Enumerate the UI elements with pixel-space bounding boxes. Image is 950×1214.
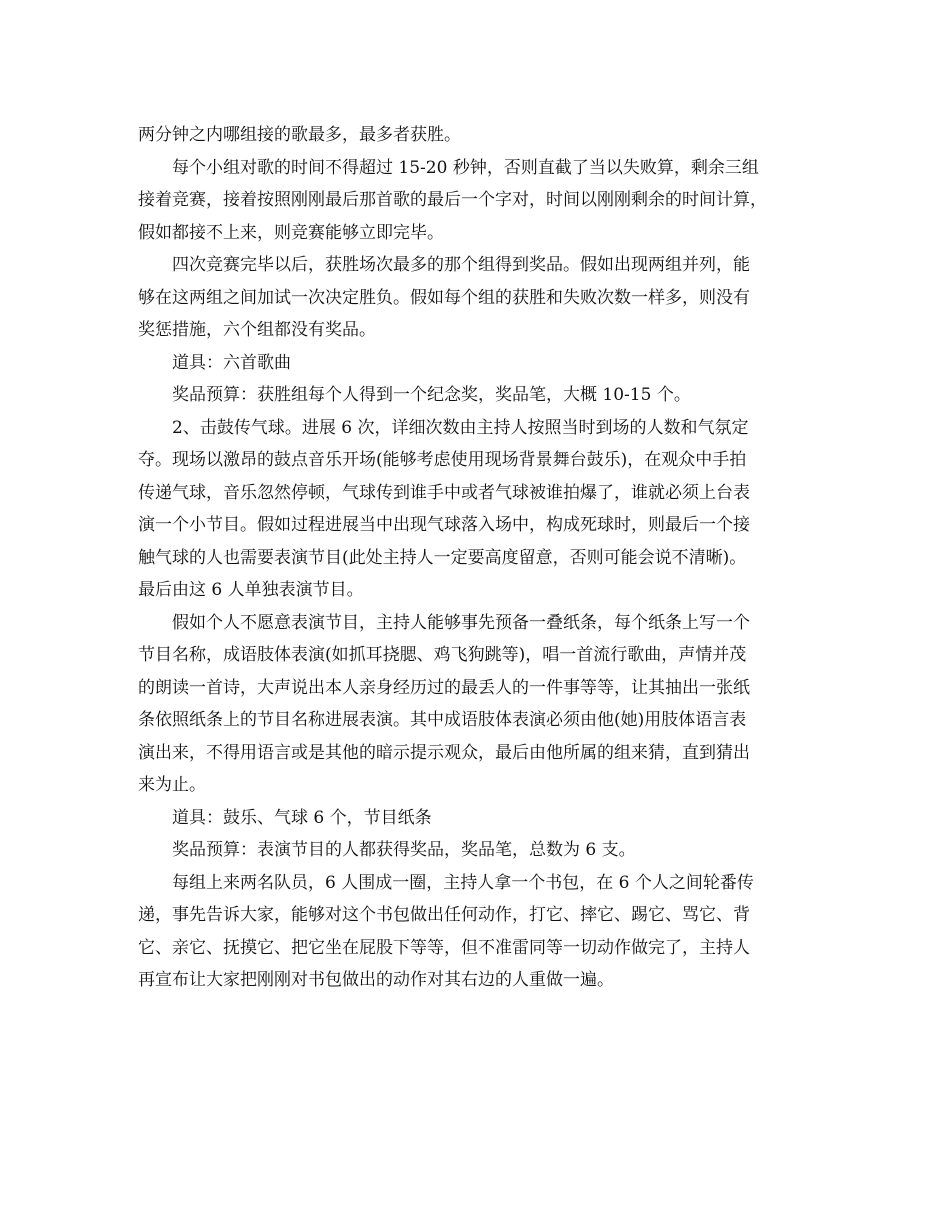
paragraph-drum-balloon: 2、击鼓传气球。进展 6 次，详细次数由主持人按照当时到场的人数和气氛定 夺。现场以激昂的鼓点音乐开场(能够考虑使用现场背景舞台鼓乐)，在观众中手拍 传递气球，音乐忽然停顿，气球传到谁手中或者气球被谁拍爆了，谁就必须上台表 演一个小节目。假如过程进展当中出现气球落入场中，构成死球时，则最后一个接 触气球的人也需要表演节目(此处主持人一定要高度留意，否则可能会说不清晰)。 最后由这 6 人单独表演节目。 (138, 417, 750, 600)
paragraph-props-drum: 道具：鼓乐、气球 6 个，节目纸条 (172, 807, 432, 828)
paragraph-song-winner: 两分钟之内哪组接的歌最多，最多者获胜。 (138, 125, 461, 145)
paragraph-prize-budget-2: 奖品预算：表演节目的人都获得奖品，奖品笔，总数为 6 支。 (172, 840, 636, 860)
paragraph-prize-rules: 四次竞赛完毕以后，获胜场次最多的那个组得到奖品。假如出现两组并列，能 够在这两组之间加试一次决定胜负。假如每个组的获胜和失败次数一样多，则没有 奖惩措施，六个组都没有奖品。 (138, 255, 750, 340)
paragraph-prize-budget-1: 奖品预算：获胜组每个人得到一个纪念奖，奖品笔，大概 10-15 个。 (172, 385, 691, 405)
paragraph-props-songs: 道具：六首歌曲 (172, 352, 291, 373)
paragraph-paper-slips: 假如个人不愿意表演节目，主持人能够事先预备一叠纸条，每个纸条上写一个 节目名称，成语肢体表演(如抓耳挠腮、鸡飞狗跳等)，唱一首流行歌曲，声情并茂 的朗读一首诗，大声说出本人亲身经历过的最丢人的一件事等等，让其抽出一张纸 条依照纸条上的节目名称进展表演。其中成语肢体表演必须由他(她)用肢体语言表 演出来，不得用语言或是其他的暗示提示观众，最后由他所属的组来猜，直到猜出 来为止。 (138, 612, 750, 795)
document-body (138, 119, 820, 997)
paragraph-time-limit: 每个小组对歌的时间不得超过 15-20 秒钟，否则直截了当以失败算，剩余三组 接着竞赛，接着按照刚刚最后那首歌的最后一个字对，时间以刚刚剩余的时间计算， 假如都接不上来，则竞赛能够立即完毕。 (138, 157, 767, 243)
paragraph-bag-game: 每组上来两名队员，6 人围成一圈，主持人拿一个书包，在 6 个人之间轮番传 递，事先告诉大家，能够对这个书包做出任何动作，打它、摔它、踢它、骂它、背 它、亲它、抚摸它、把它坐在屁股下等等，但不准雷同等一切动作做完了，主持人 再宣布让大家把刚刚对书包做出的动作对其右边的人重做一遍。 (138, 872, 754, 990)
